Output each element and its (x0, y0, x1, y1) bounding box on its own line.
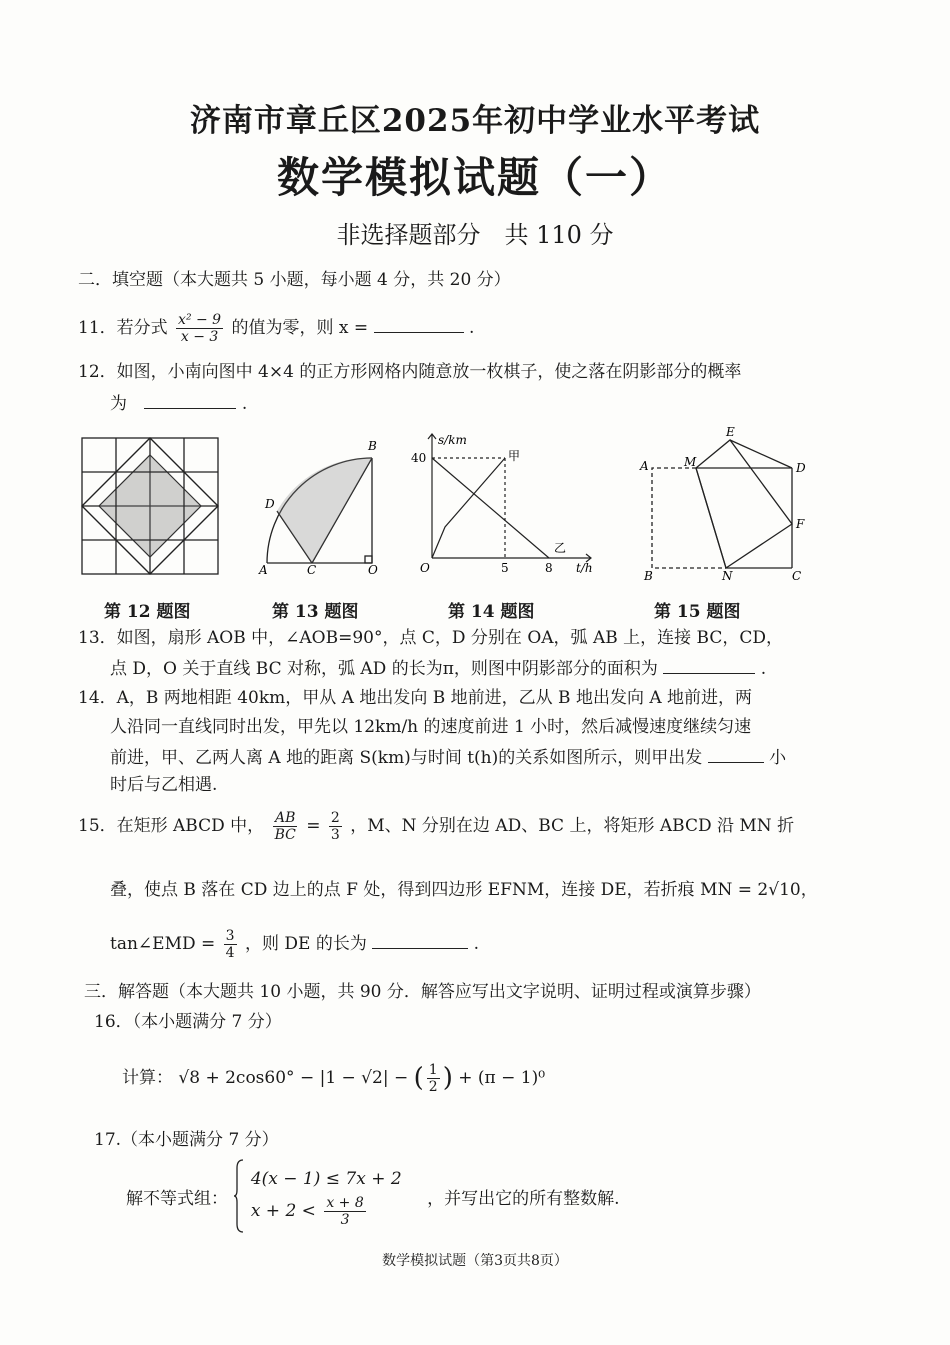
q15-line3a: tan∠EMD = (110, 934, 216, 955)
q15-prefix: 15．在矩形 ABCD 中， (78, 816, 265, 837)
q14-line1: 14．A，B 两地相距 40km，甲从 A 地出发向 B 地前进，乙从 B 地出发向 A 地前进，两 (78, 688, 753, 708)
line-jia (432, 458, 505, 558)
label-M: M (684, 455, 697, 469)
tick-5: 5 (501, 561, 509, 575)
line-yi (432, 458, 549, 558)
q15-ratio-fraction (273, 810, 298, 843)
q17-inequality-1: 4(x − 1) ≤ 7x + 2 (250, 1168, 402, 1189)
q11-numerator: x² − 9 (178, 312, 222, 328)
q15-ratio-numerator: AB (275, 810, 296, 826)
q17-fraction (324, 1195, 365, 1228)
label-D: D (265, 497, 275, 511)
label-A: A (259, 563, 268, 576)
caption-fig13: 第 13 题图 (272, 602, 359, 622)
caption-fig14: 第 14 题图 (448, 602, 535, 622)
caption-fig15: 第 15 题图 (654, 602, 741, 622)
quadrilateral-EFNM (696, 440, 792, 568)
q17-suffix: ，并写出它的所有整数解. (427, 1188, 620, 1209)
q15-equals: = (306, 816, 321, 837)
q11-fraction (176, 312, 223, 345)
q11-suffix: 的值为零，则 x = (231, 318, 369, 339)
label-B: B (644, 569, 653, 583)
q14-line2: 人沿同一直线同时出发，甲先以 12km/h 的速度前进 1 小时，然后减慢速度继续匀速 (110, 717, 752, 737)
q11-prefix: 11．若分式 (78, 318, 168, 339)
q16-expr1: √8 + 2cos60° − |1 − √2| − (178, 1068, 409, 1089)
q16-expr2: + (π − 1)⁰ (458, 1068, 546, 1089)
q12-line2 (110, 392, 247, 414)
q15-line3b: ，则 DE 的长为 (245, 934, 367, 955)
label-C: C (307, 563, 317, 576)
y-axis-label: s/km (438, 433, 467, 447)
q15-line3 (110, 928, 479, 961)
q12-answer-blank[interactable] (144, 392, 236, 409)
q17-label: 17.（本小题满分 7 分） (94, 1130, 279, 1150)
exam-title: 济南市章丘区2025年初中学业水平考试 (189, 103, 761, 139)
q15-end: . (473, 934, 480, 955)
q12-line2-text: 为 (110, 394, 127, 414)
q15-value-numerator: 2 (330, 810, 340, 826)
figure-13-sector (255, 436, 385, 576)
caption-fig12: 第 12 题图 (104, 602, 191, 622)
figure-14-graph (408, 428, 598, 578)
q14-line3 (110, 746, 786, 768)
tick-40: 40 (411, 451, 427, 465)
q16-fraction (427, 1062, 440, 1095)
question-11 (78, 312, 474, 345)
q15-tan-numerator: 3 (225, 928, 235, 944)
q15-line1 (78, 810, 794, 843)
q15-answer-blank[interactable] (372, 932, 468, 949)
label-E: E (726, 425, 735, 439)
q15-tan-denominator: 4 (225, 945, 235, 962)
shaded-region (277, 458, 372, 563)
q17-fraction-denominator: 3 (340, 1212, 350, 1229)
section2-heading: 二．填空题（本大题共 5 小题，每小题 4 分，共 20 分） (78, 270, 511, 290)
label-O: O (368, 563, 378, 576)
q17-system (126, 1158, 619, 1239)
label-A: A (640, 459, 649, 473)
label-N: N (722, 569, 733, 583)
q12-line1: 12．如图，小南向图中 4×4 的正方形网格内随意放一枚棋子，使之落在阴影部分的概率 (78, 362, 742, 382)
page-footer: 数学模拟试题（第3页共8页） (382, 1253, 568, 1269)
q13-line2-text: 点 D，O 关于直线 BC 对称，弧 AD 的长为π，则图中阴影部分的面积为 (110, 659, 658, 679)
q15-line2: 叠，使点 B 落在 CD 边上的点 F 处，得到四边形 EFNM，连接 DE，若折痕 MN = 2√10， (110, 880, 818, 900)
q14-line4: 时后与乙相遇. (110, 775, 218, 795)
q17-solve-label: 解不等式组： (126, 1188, 228, 1209)
label-B: B (368, 439, 377, 453)
fold-MN (696, 468, 726, 568)
q17-inequalities (251, 1169, 402, 1229)
q15-value-denominator: 3 (330, 827, 340, 844)
figure-12-grid (80, 436, 220, 576)
origin-label: O (420, 561, 430, 575)
q16-expression: 计算： √8 + 2cos60° − |1 − √2| − ( $\frac{1}{2}$ ) + (π − 1)⁰ (122, 1062, 546, 1096)
segment-DE (730, 440, 792, 468)
q13-end: . (760, 659, 767, 679)
q15-suffix: ，M、N 分别在边 AD、BC 上，将矩形 ABCD 沿 MN 折 (350, 816, 795, 837)
q16-label: 16．（本小题满分 7 分） (94, 1012, 282, 1032)
q16-fraction-denominator: 2 (428, 1079, 438, 1096)
q17-fraction-numerator: x + 8 (326, 1195, 364, 1212)
q17-inequality-2-left: x + 2 < (250, 1201, 316, 1222)
q11-end: . (468, 318, 475, 339)
label-D: D (796, 461, 806, 475)
q14-answer-blank[interactable] (708, 746, 764, 763)
label-yi: 乙 (554, 541, 567, 555)
q11-answer-blank[interactable] (374, 316, 464, 333)
q15-value-fraction (329, 810, 342, 843)
exam-subtitle: 数学模拟试题（一） (276, 153, 673, 202)
q14-line3-end: 小 (769, 748, 787, 768)
q11-denominator: x − 3 (180, 329, 219, 346)
q17-inequality-2 (251, 1195, 402, 1228)
q16-fraction-numerator: 1 (428, 1062, 438, 1078)
section3-heading: 三．解答题（本大题共 10 小题，共 90 分．解答应写出文字说明、证明过程或演算步骤） (84, 982, 761, 1002)
q16-calc-label: 计算： (122, 1068, 173, 1089)
q15-ratio-denominator: BC (274, 827, 296, 844)
figure-15-rectangle (636, 424, 816, 584)
brace-icon (233, 1158, 245, 1239)
folded-part (652, 468, 726, 568)
label-jia: 甲 (508, 449, 521, 463)
q13-line1: 13．如图，扇形 AOB 中，∠AOB=90°，点 C，D 分别在 OA，弧 AB 上，连接 BC，CD， (78, 628, 783, 648)
x-axis-label: t/h (576, 561, 593, 575)
q13-line2 (110, 657, 766, 679)
q12-end: . (241, 394, 248, 414)
label-C: C (792, 569, 802, 583)
part-heading: 非选择题部分 共 110 分 (336, 221, 614, 249)
shaded-region (82, 438, 218, 574)
q14-line3-text: 前进，甲、乙两人离 A 地的距离 S(km)与时间 t(h)的关系如图所示，则甲出发 (110, 748, 703, 768)
tick-8: 8 (545, 561, 553, 575)
q13-answer-blank[interactable] (663, 657, 755, 674)
label-F: F (796, 517, 805, 531)
q15-tan-fraction (224, 928, 237, 961)
